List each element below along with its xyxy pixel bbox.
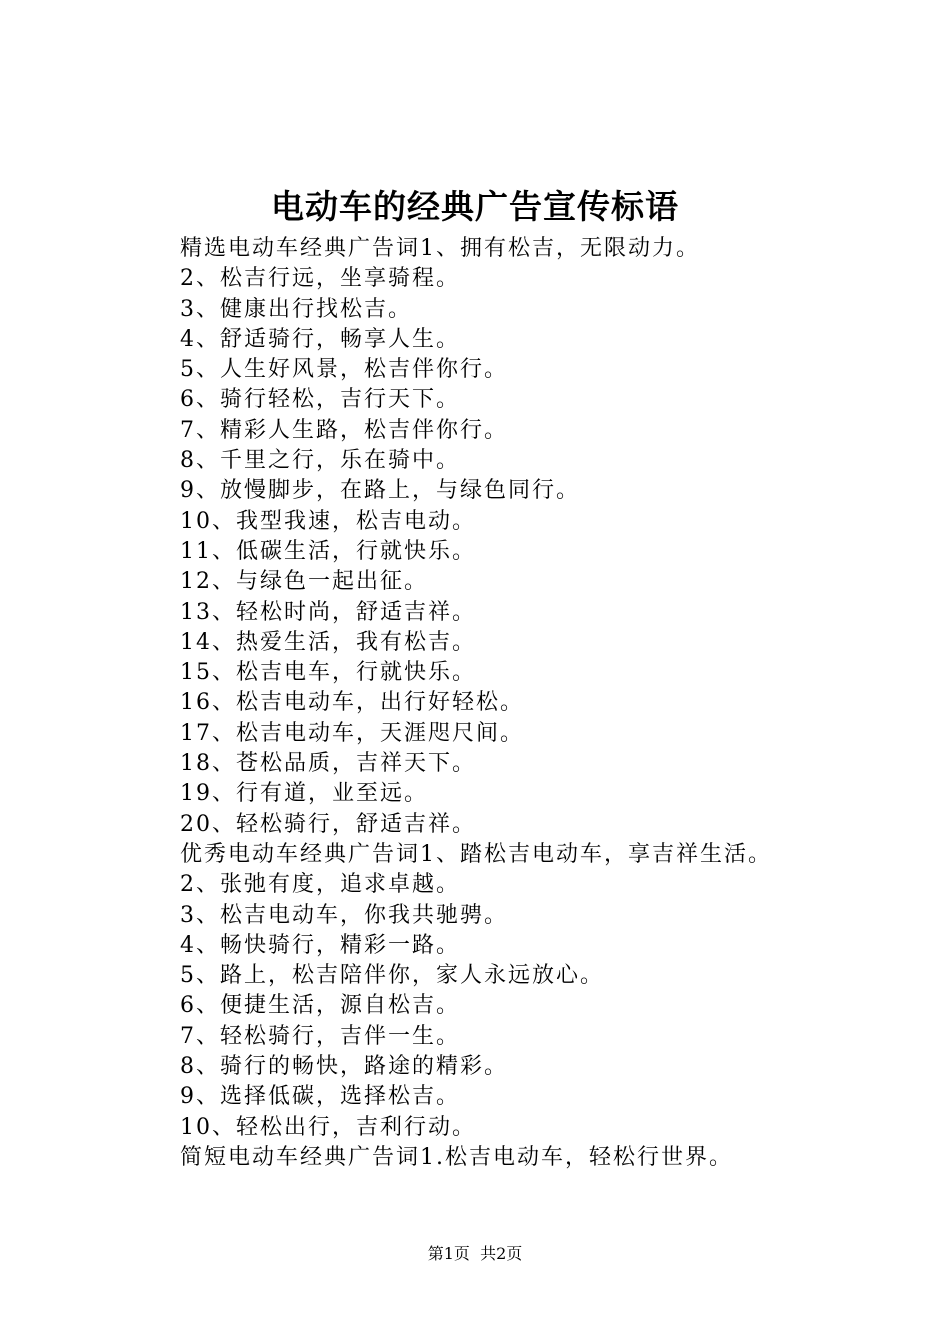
- slogan-line: 9、选择低碳，选择松吉。: [180, 1084, 460, 1110]
- slogan-line: 7、精彩人生路，松吉伴你行。: [180, 417, 508, 443]
- slogan-line: 3、松吉电动车，你我共驰骋。: [180, 902, 508, 928]
- slogan-line: 6、骑行轻松，吉行天下。: [180, 387, 460, 413]
- slogan-line: 7、轻松骑行，吉伴一生。: [180, 1023, 460, 1049]
- slogan-line: 10、轻松出行，吉利行动。: [180, 1114, 476, 1140]
- slogan-line: 8、骑行的畅快，路途的精彩。: [180, 1054, 508, 1080]
- slogan-line: 简短电动车经典广告词1.松吉电动车，轻松行世界。: [180, 1144, 733, 1170]
- slogan-line: 2、松吉行远，坐享骑程。: [180, 266, 460, 292]
- slogan-line: 18、苍松品质，吉祥天下。: [180, 751, 476, 777]
- slogan-line: 2、张弛有度，追求卓越。: [180, 872, 460, 898]
- slogan-line: 16、松吉电动车，出行好轻松。: [180, 690, 524, 716]
- document-title: 电动车的经典广告宣传标语: [271, 187, 679, 226]
- slogan-line: 15、松吉电车，行就快乐。: [180, 660, 476, 686]
- slogan-line: 10、我型我速，松吉电动。: [180, 508, 476, 534]
- slogan-list: [180, 234, 880, 1173]
- slogan-line: 5、人生好风景，松吉伴你行。: [180, 357, 508, 383]
- page-number-current: 第1页: [427, 1244, 470, 1263]
- slogan-line: 12、与绿色一起出征。: [180, 569, 428, 595]
- slogan-line: 13、轻松时尚，舒适吉祥。: [180, 599, 476, 625]
- slogan-line: 4、舒适骑行，畅享人生。: [180, 326, 460, 352]
- footer-spacer: [470, 1244, 480, 1263]
- page-number-total: 共2页: [480, 1244, 523, 1263]
- slogan-line: 11、低碳生活，行就快乐。: [180, 538, 476, 564]
- slogan-line: 19、行有道，业至远。: [180, 781, 428, 807]
- slogan-line: 4、畅快骑行，精彩一路。: [180, 932, 460, 958]
- slogan-line: 9、放慢脚步，在路上，与绿色同行。: [180, 478, 580, 504]
- slogan-line: 优秀电动车经典广告词1、踏松吉电动车，享吉祥生活。: [180, 841, 772, 867]
- slogan-line: 20、轻松骑行，舒适吉祥。: [180, 811, 476, 837]
- page-footer: [0, 1243, 950, 1265]
- slogan-line: 3、健康出行找松吉。: [180, 296, 412, 322]
- slogan-line: 17、松吉电动车，天涯咫尺间。: [180, 720, 524, 746]
- slogan-line: 5、路上，松吉陪伴你，家人永远放心。: [180, 963, 604, 989]
- slogan-line: 精选电动车经典广告词1、拥有松吉，无限动力。: [180, 236, 700, 261]
- slogan-line: 6、便捷生活，源自松吉。: [180, 993, 460, 1019]
- slogan-line: 8、千里之行，乐在骑中。: [180, 448, 460, 474]
- slogan-line: 14、热爱生活，我有松吉。: [180, 629, 476, 655]
